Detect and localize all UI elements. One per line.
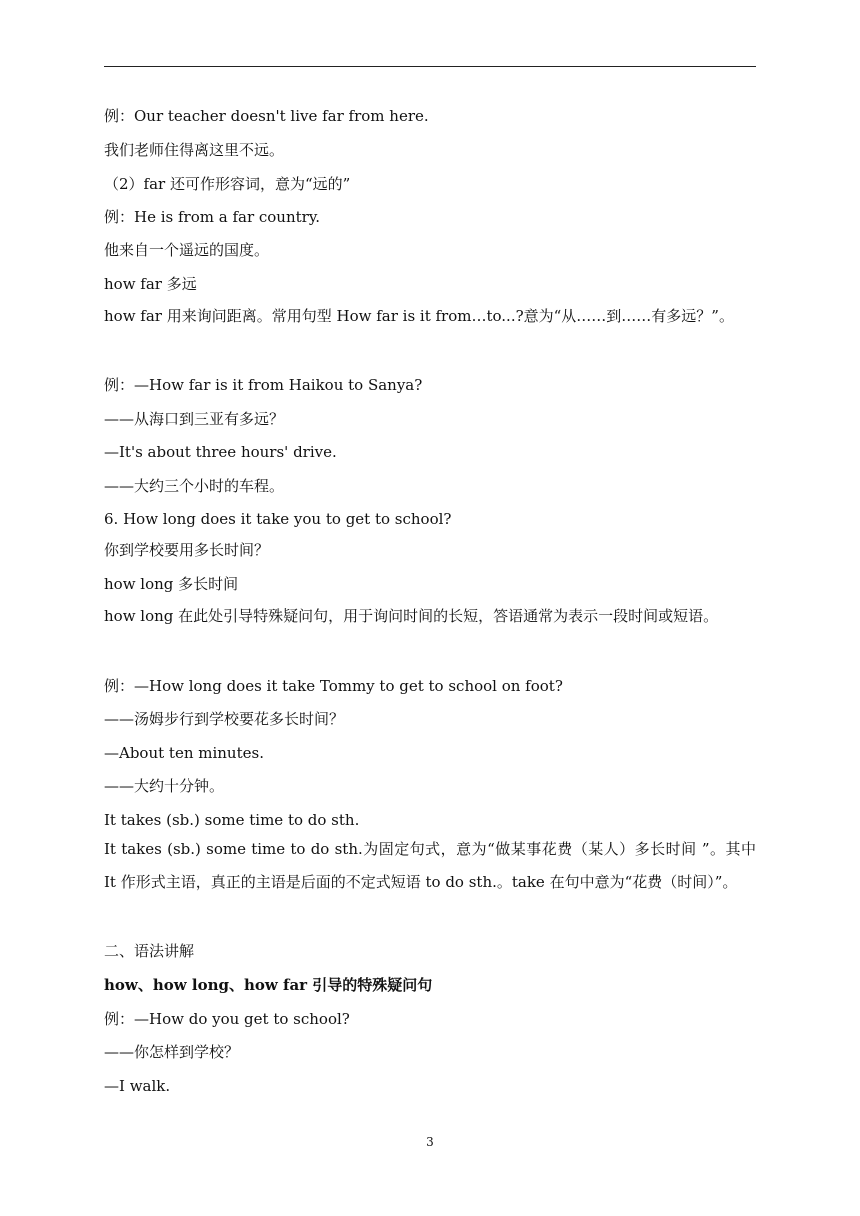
text-line: 例：He is from a far country. bbox=[104, 208, 321, 226]
text-line: 例：—How do you get to school? bbox=[104, 1010, 350, 1028]
text-line: It takes (sb.) some time to do sth. bbox=[104, 811, 360, 829]
text-line: —About ten minutes. bbox=[104, 744, 264, 762]
text-line: 例：Our teacher doesn't live far from here. bbox=[104, 107, 429, 125]
text-line: 例：—How long does it take Tommy to get to school on foot? bbox=[104, 677, 563, 695]
bold-heading: how、how long、how far 引导的特殊疑问句 bbox=[104, 976, 433, 994]
text-line: ——从海口到三亚有多远？ bbox=[104, 410, 285, 428]
text-line: 6. How long does it take you to get to school? bbox=[104, 510, 452, 528]
text-line: —It's about three hours' drive. bbox=[104, 443, 337, 461]
text-line: ——你怎样到学校？ bbox=[104, 1043, 240, 1061]
text-line: 他来自一个遥远的国度。 bbox=[104, 241, 270, 259]
text-line: ——大约三个小时的车程。 bbox=[104, 477, 285, 495]
text-line: 你到学校要用多长时间？ bbox=[104, 541, 270, 559]
text-paragraph: how far 用来询问距离。常用句型 How far is it from…to...?意为“从……到……有多远？”。 bbox=[104, 307, 734, 325]
section-heading: 二、语法讲解 bbox=[104, 942, 195, 960]
text-line: 例：—How far is it from Haikou to Sanya? bbox=[104, 376, 423, 394]
text-paragraph: how long 在此处引导特殊疑问句，用于询问时间的长短，答语通常为表示一段时间或短语。 bbox=[104, 607, 719, 625]
text-line: ——大约十分钟。 bbox=[104, 777, 225, 795]
text-line: ——汤姆步行到学校要花多长时间？ bbox=[104, 710, 345, 728]
text-paragraph: It takes (sb.) some time to do sth.为固定句式，意为“做某事花费（某人）多长时间 ”。其中 It 作形式主语，真正的主语是后面的不定式短语 to do sth.。take 在句中意为“花费（时间）”。 bbox=[104, 840, 756, 891]
text-line: how long 多长时间 bbox=[104, 575, 239, 593]
text-line: （2）far 还可作形容词，意为“远的” bbox=[104, 175, 351, 193]
header-rule bbox=[104, 66, 756, 67]
text-line: how far 多远 bbox=[104, 275, 197, 293]
page-number: 3 bbox=[426, 1135, 434, 1149]
text-line: 我们老师住得离这里不远。 bbox=[104, 141, 285, 159]
text-line: —I walk. bbox=[104, 1077, 171, 1095]
